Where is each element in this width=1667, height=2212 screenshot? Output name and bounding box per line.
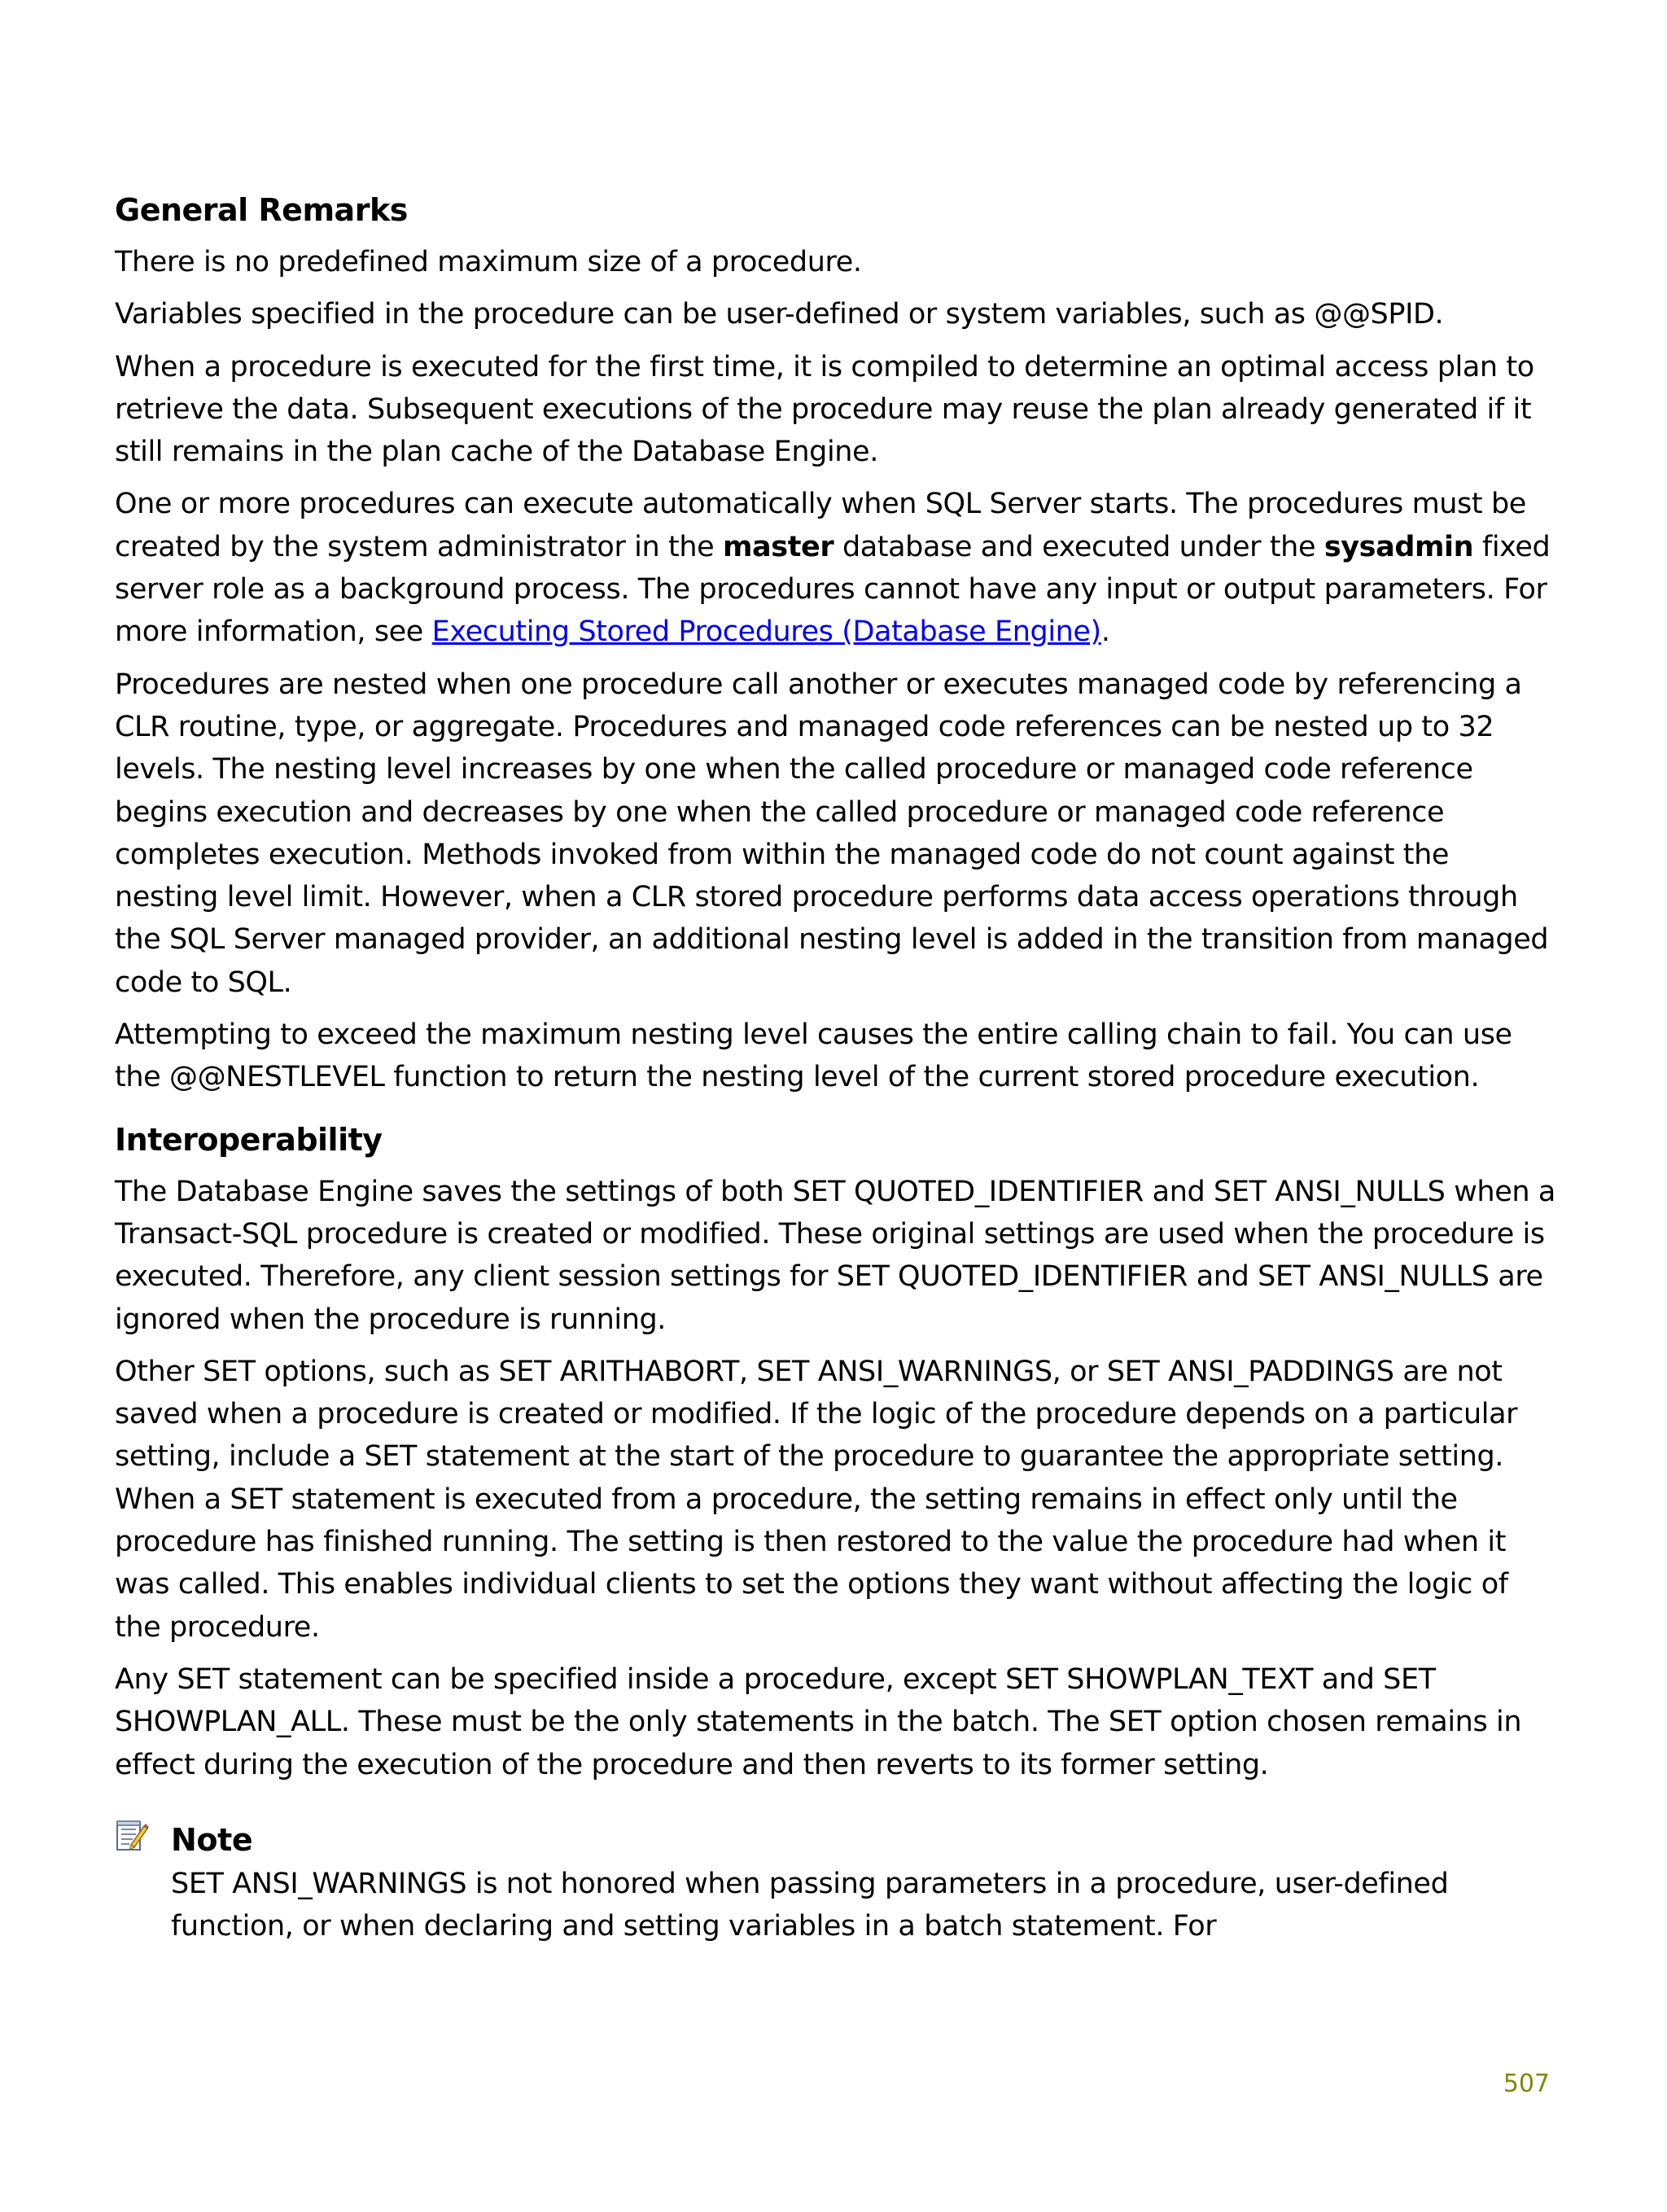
interoperability-heading: Interoperability <box>115 1121 383 1158</box>
p4-text-3: fixed server role as a background process. The procedures cannot have any input or output parameters. For more information, see <box>115 530 1551 649</box>
interoperability-p1: The Database Engine saves the settings of both SET QUOTED_IDENTIFIER and SET ANSI_NULLS when a Transact-SQL procedure is created or modified. These original settings are used when the procedure is executed. Therefore, any client session settings for SET QUOTED_IDENTIFIER and SET ANSI_NULLS are ignored when the procedure is running. <box>115 1175 1555 1336</box>
p4-text-4: . <box>1100 615 1110 649</box>
general-remarks-p2: Variables specified in the procedure can be user-defined or system variables, such as @@SPID. <box>115 298 1444 331</box>
note-body: SET ANSI_WARNINGS is not honored when passing parameters in a procedure, user-defined function, or when declaring and setting variables in a batch statement. For <box>171 1867 1449 1943</box>
note-box <box>115 1817 1560 1948</box>
sysadmin-bold: sysadmin <box>1324 530 1474 563</box>
general-remarks-p4 <box>115 483 1560 653</box>
p4-text-2: database and executed under the <box>834 530 1324 563</box>
general-remarks-p3: When a procedure is executed for the first time, it is compiled to determine an optimal access plan to retrieve the data. Subsequent executions of the procedure may reuse the plan already generated if it still remains in the plan cache of the Database Engine. <box>115 350 1534 469</box>
executing-stored-procedures-link[interactable]: Executing Stored Procedures (Database Engine) <box>431 615 1101 649</box>
general-remarks-p1: There is no predefined maximum size of a procedure. <box>115 246 862 278</box>
note-pad-icon <box>115 1819 149 1853</box>
interoperability-p2: Other SET options, such as SET ARITHABORT, SET ANSI_WARNINGS, or SET ANSI_PADDINGS are not saved when a procedure is created or modified. If the logic of the procedure depends on a particular setting, include a SET statement at the start of the procedure to guarantee the appropriate setting. When a SET statement is executed from a procedure, the setting remains in effect only until the procedure has finished running. The setting is then restored to the value the procedure had when it was called. This enables individual clients to set the options they want without affecting the logic of the procedure. <box>115 1355 1518 1644</box>
p4-text-1: One or more procedures can execute automatically when SQL Server starts. The procedures must be created by the system administrator in the <box>115 488 1526 563</box>
general-remarks-p5: Procedures are nested when one procedure call another or executes managed code by referencing a CLR routine, type, or aggregate. Procedures and managed code references can be nested up to 32 levels. The nesting level increases by one when the called procedure or managed code reference begins execution and decreases by one when the called procedure or managed code reference completes execution. Methods invoked from within the managed code do not count against the nesting level limit. However, when a CLR stored procedure performs data access operations through the SQL Server managed provider, an additional nesting level is added in the transition from managed code to SQL. <box>115 668 1549 999</box>
page-number: 507 <box>1503 2070 1550 2098</box>
interoperability-p3: Any SET statement can be specified inside a procedure, except SET SHOWPLAN_TEXT and SET SHOWPLAN_ALL. These must be the only statements in the batch. The SET option chosen remains in effect during the execution of the procedure and then reverts to its former setting. <box>115 1662 1522 1781</box>
note-title: Note <box>171 1821 253 1858</box>
general-remarks-heading: General Remarks <box>115 192 408 228</box>
document-page <box>115 187 1560 1947</box>
master-bold: master <box>722 530 834 563</box>
general-remarks-p6: Attempting to exceed the maximum nesting level causes the entire calling chain to fail. You can use the @@NESTLEVEL function to return the nesting level of the current stored procedure execution. <box>115 1018 1512 1094</box>
